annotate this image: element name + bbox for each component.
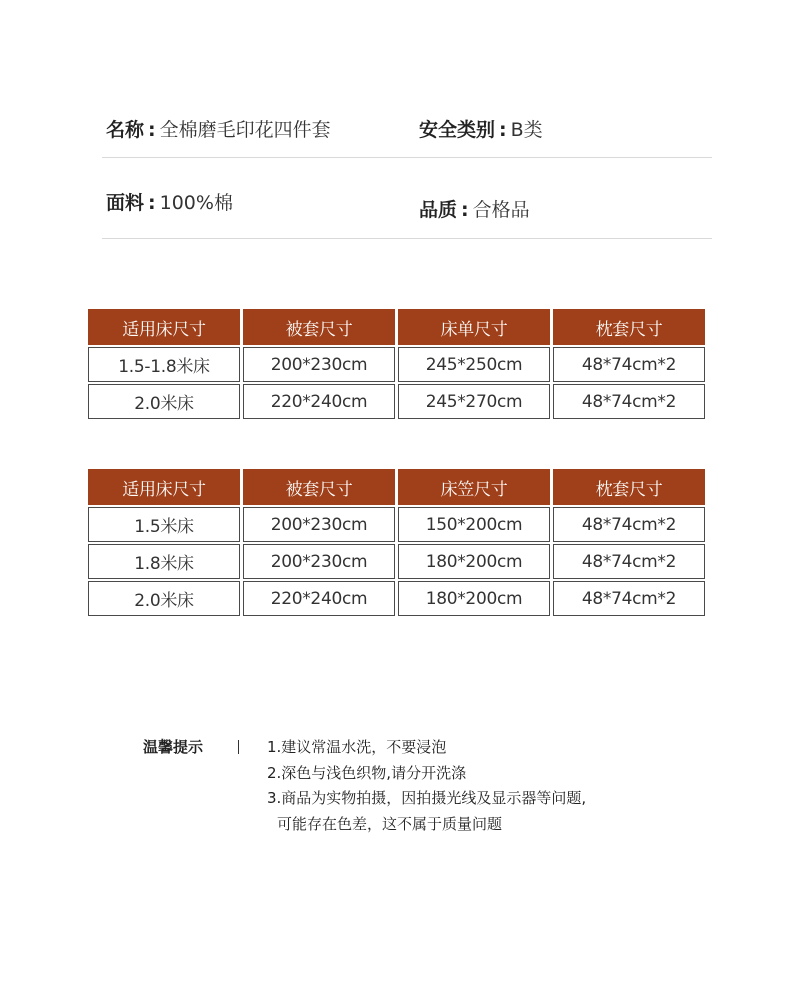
table-cell: 220*240cm [243, 384, 395, 419]
table-cell: 180*200cm [398, 544, 550, 579]
size-table-sheet [88, 309, 705, 421]
table-row [88, 347, 705, 382]
table-header-cell: 适用床尺寸 [88, 309, 240, 345]
table-cell: 2.0米床 [88, 581, 240, 616]
tips-divider [238, 740, 239, 754]
table-header-cell: 适用床尺寸 [88, 469, 240, 505]
info-quality [419, 195, 530, 222]
table-header-cell: 被套尺寸 [243, 309, 395, 345]
info-value: B类 [510, 119, 543, 141]
table-row [88, 544, 705, 579]
table-cell: 180*200cm [398, 581, 550, 616]
tip-line: 2.深色与浅色织物,请分开洗涤 [267, 763, 467, 782]
product-info [102, 77, 712, 239]
table-cell: 1.8米床 [88, 544, 240, 579]
table-cell: 1.5-1.8米床 [88, 347, 240, 382]
table-cell: 245*270cm [398, 384, 550, 419]
table-row [88, 384, 705, 419]
info-safety [419, 115, 543, 142]
info-value: 合格品 [472, 199, 530, 221]
size-table-fitted [88, 469, 705, 618]
info-value: 100%棉 [159, 192, 233, 214]
info-label: 名称 [106, 119, 145, 141]
info-name [106, 115, 331, 142]
table-row [88, 581, 705, 616]
tip-line: 3.商品为实物拍摄，因拍摄光线及显示器等问题, [267, 789, 587, 807]
info-label: 安全类别 [419, 119, 496, 141]
info-value: 全棉磨毛印花四件套 [159, 119, 331, 141]
info-colon: : [499, 119, 507, 141]
tips-list [267, 736, 687, 838]
table-cell: 48*74cm*2 [553, 544, 705, 579]
info-colon: : [461, 199, 469, 221]
info-row [102, 158, 712, 239]
table-cell: 200*230cm [243, 347, 395, 382]
info-label: 面料 [106, 192, 145, 214]
table-header-cell: 枕套尺寸 [553, 469, 705, 505]
info-label: 品质 [419, 199, 458, 221]
table-cell: 245*250cm [398, 347, 550, 382]
info-row [102, 77, 712, 158]
table-cell: 48*74cm*2 [553, 581, 705, 616]
table-cell: 200*230cm [243, 507, 395, 542]
tips-title: 温馨提示 [143, 738, 204, 756]
table-cell: 48*74cm*2 [553, 347, 705, 382]
table-cell: 220*240cm [243, 581, 395, 616]
tip-line: 可能存在色差，这不属于质量问题 [277, 814, 503, 833]
table-header-cell: 床单尺寸 [398, 309, 550, 345]
table-header-cell: 被套尺寸 [243, 469, 395, 505]
info-fabric [106, 188, 233, 215]
table-header-cell: 枕套尺寸 [553, 309, 705, 345]
table-cell: 150*200cm [398, 507, 550, 542]
table-cell: 2.0米床 [88, 384, 240, 419]
table-cell: 200*230cm [243, 544, 395, 579]
table-header-row [88, 309, 705, 345]
table-header-row [88, 469, 705, 505]
info-colon: : [148, 119, 156, 141]
table-cell: 1.5米床 [88, 507, 240, 542]
tip-line: 1.建议常温水洗，不要浸泡 [267, 738, 447, 756]
table-cell: 48*74cm*2 [553, 507, 705, 542]
table-cell: 48*74cm*2 [553, 384, 705, 419]
info-colon: : [148, 192, 156, 214]
table-header-cell: 床笠尺寸 [398, 469, 550, 505]
table-row [88, 507, 705, 542]
